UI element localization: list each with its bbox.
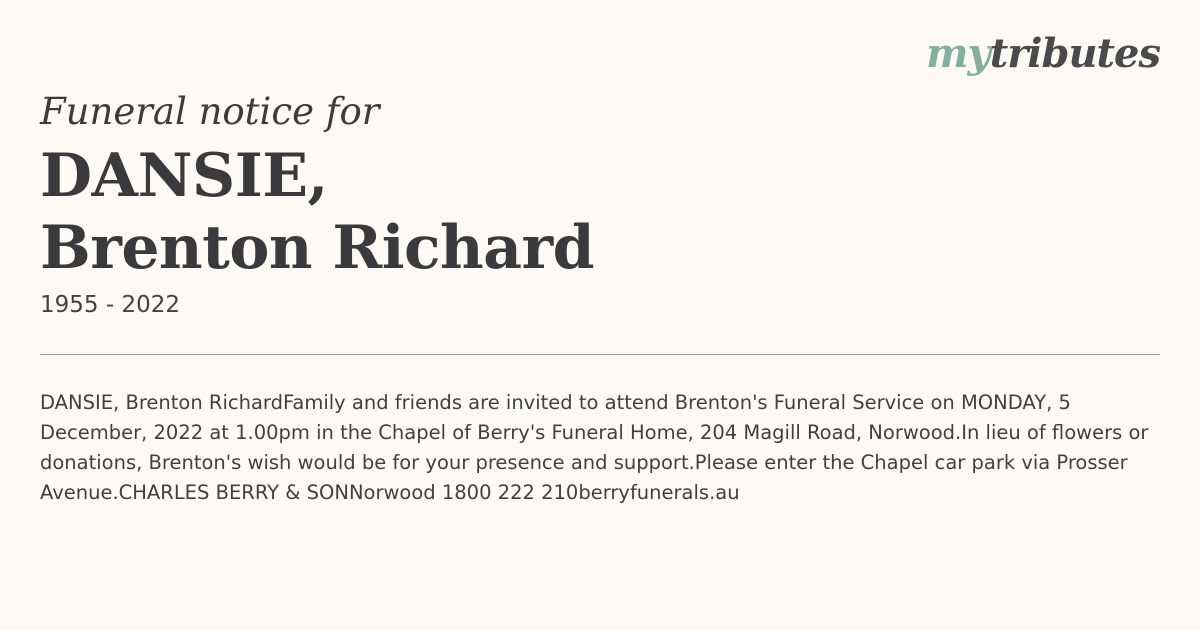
deceased-name [40, 140, 594, 284]
notice-body: DANSIE, Brenton RichardFamily and friends are invited to attend Brenton's Funeral Service on MONDAY, 5 December, 2022 at 1.00pm in the Chapel of Berry's Funeral Home, 204 Magill Road, Norwood.In lieu of flowers or donations, Brenton's wish would be for your presence and support.Please enter the Chapel car park via Prosser Avenue.CHARLES BERRY & SONNorwood 1800 222 210berryfunerals.au [40, 391, 1149, 504]
deceased-surname: DANSIE, [40, 141, 328, 211]
deceased-given-names: Brenton Richard [40, 213, 595, 283]
notice-eyebrow: Funeral notice for [40, 90, 380, 133]
logo-my-text: my [926, 30, 990, 77]
section-divider [40, 354, 1160, 355]
life-years: 1955 - 2022 [40, 292, 180, 318]
logo-tributes-text: tributes [989, 30, 1160, 77]
mytributes-logo [926, 30, 1160, 77]
